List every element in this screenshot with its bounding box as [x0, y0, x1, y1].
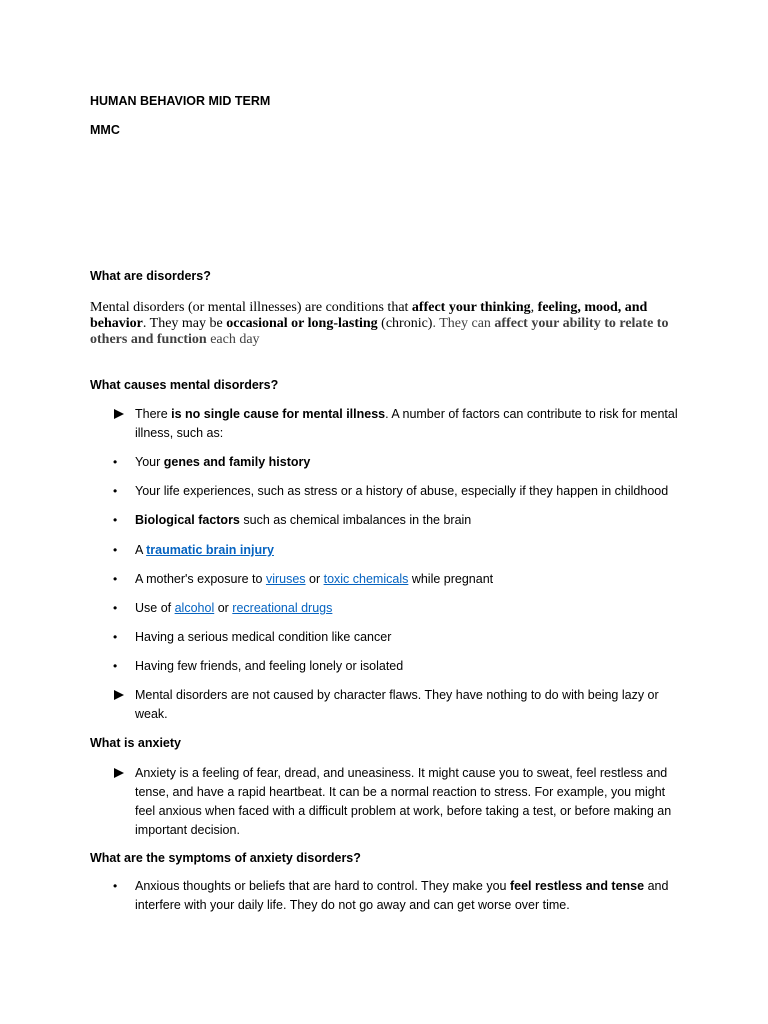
list-item: There is no single cause for mental illness. A number of factors can contribute to risk for mental illness, such as: — [135, 407, 678, 440]
bullet-icon: • — [113, 601, 118, 615]
arrow-bullet-icon — [114, 690, 124, 700]
bullet-icon: • — [113, 513, 118, 527]
toxic-chemicals-link[interactable]: toxic chemicals — [323, 572, 409, 586]
alcohol-link[interactable]: alcohol — [174, 601, 215, 615]
bullet-icon: • — [113, 630, 118, 644]
bullet-icon: • — [113, 484, 118, 498]
list-item: Anxiety is a feeling of fear, dread, and uneasiness. It might cause you to sweat, feel restless and tense, and have a rapid heartbeat. It can be a normal reaction to stress. For example, you might feel anxious when faced with a difficult problem at work, before taking a test, or before making an important decision. — [135, 766, 672, 837]
viruses-link[interactable]: viruses — [265, 572, 306, 586]
list-item: Your life experiences, such as stress or a history of abuse, especially if they happen in childhood — [135, 484, 669, 498]
list-item: Mental disorders are not caused by character flaws. They have nothing to do with being lazy or weak. — [135, 688, 659, 721]
list-item: Your genes and family history — [135, 455, 311, 469]
section-heading-causes: What causes mental disorders? — [90, 378, 279, 392]
list-item: Anxious thoughts or beliefs that are hard to control. They make you feel restless and tense and interfere with your daily life. They do not go away and can get worse over time. — [135, 879, 669, 912]
list-item: Use of alcohol or recreational drugs — [135, 601, 333, 615]
list-item: A traumatic brain injury — [135, 543, 274, 557]
arrow-bullet-icon — [114, 768, 124, 778]
bullet-icon: • — [113, 543, 118, 557]
disorders-paragraph: Mental disorders (or mental illnesses) are conditions that affect your thinking, feeling, mood, and behavior. They may be occasional or long-lasting (chronic). They can affect your ability to relate to others and function each day — [90, 300, 669, 347]
traumatic-brain-injury-link[interactable]: traumatic brain injury — [146, 543, 274, 557]
bullet-icon: • — [113, 455, 118, 469]
document-title: HUMAN BEHAVIOR MID TERM — [90, 94, 271, 108]
section-heading-anxiety: What is anxiety — [90, 736, 181, 750]
list-item: Having a serious medical condition like cancer — [135, 630, 392, 644]
arrow-bullet-icon — [114, 409, 124, 419]
section-heading-symptoms: What are the symptoms of anxiety disorders? — [90, 851, 361, 865]
bullet-icon: • — [113, 879, 118, 893]
bullet-icon: • — [113, 659, 118, 673]
section-heading-disorders: What are disorders? — [90, 269, 211, 283]
recreational-drugs-link[interactable]: recreational drugs — [232, 601, 333, 615]
document-subtitle: MMC — [90, 123, 120, 137]
bullet-icon: • — [113, 572, 118, 586]
list-item: Biological factors such as chemical imbalances in the brain — [135, 513, 472, 527]
list-item: Having few friends, and feeling lonely or isolated — [135, 659, 404, 673]
list-item: A mother's exposure to viruses or toxic chemicals while pregnant — [135, 572, 494, 586]
